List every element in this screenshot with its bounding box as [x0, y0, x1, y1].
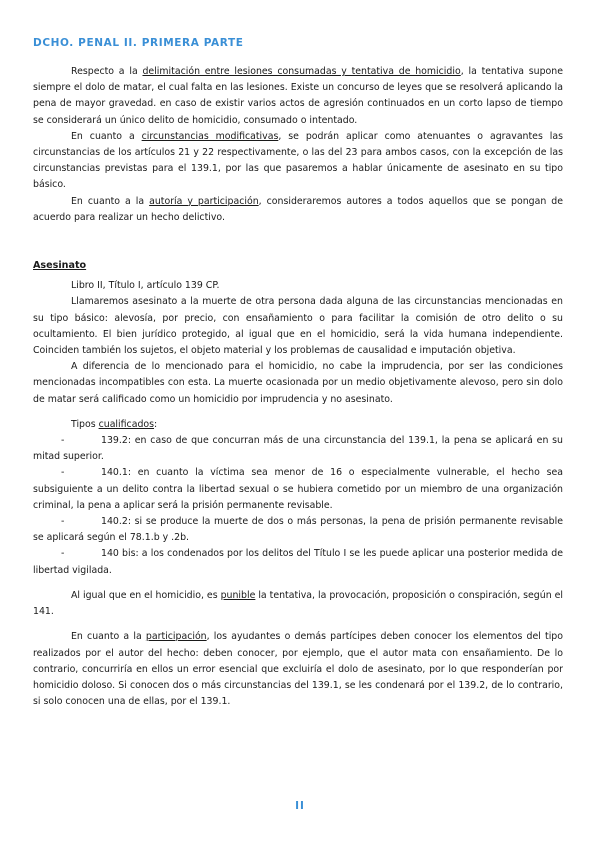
list-item-text: 140.1: en cuanto la víctima sea menor de 16 o especialmente vulnerable, el hecho sea subsiguiente a un delito contra la libertad sexual o se hubiera cometido por un miembro de una organización criminal, la pena a aplicar será la prisión permanente revisable.	[33, 467, 563, 511]
text: En cuanto a la	[71, 195, 150, 207]
list-item-text: 139.2: en caso de que concurran más de una circunstancia del 139.1, la pena se aplicará en su mitad superior.	[33, 435, 563, 463]
paragraph-definicion: Llamaremos asesinato a la muerte de otra persona dada alguna de las circunstancias mencionadas en su tipo básico: alevosía, por precio, con ensañamiento o para facilitar la comisión de otro delito o su ocultamiento. El bien jurídico protegido, al igual que en el homicidio, será la vida humana independiente. Coinciden también los sujetos, el objeto material y los problemas de causalidad e imputación objetiva.	[33, 296, 563, 357]
tipos-cualificados-heading	[33, 417, 563, 433]
paragraph-imprudencia: A diferencia de lo mencionado para el homicidio, no cabe la imprudencia, por ser las condiciones mencionadas incompatibles con esta. La muerte ocasionada por un medio objetivamente alevoso, pero sin dolo de matar será calificado como un homicidio por imprudencia y no asesinato.	[33, 361, 563, 405]
underlined-term: circunstancias modificativas	[141, 130, 279, 142]
text: En cuanto a la	[71, 631, 146, 643]
text: la tentativa, la provocación, proposición o conspiración, según el 141.	[33, 589, 563, 618]
page-number: II	[295, 800, 305, 812]
paragraph-articulo: Libro II, Título I, artículo 139 CP.	[71, 280, 220, 292]
dash: -	[61, 548, 65, 560]
text: , los ayudantes o demás partícipes deben conocer los elementos del tipo realizados por el autor del hecho: deben conocer, por ejemplo, que el autor mata con ensañamiento. De lo contrario, concurriría en ellos un error esencial que excluiría el dolo de asesinato, por lo que responderían por homicidio doloso. Si conocen dos o más circunstancias del 139.1, se les condenará por el 139.2, de lo contrario, si solo conocen una de ellas, por el 139.1.	[33, 631, 563, 708]
section-title-asesinato: Asesinato	[33, 260, 87, 272]
list-item	[33, 433, 563, 465]
dash: -	[61, 435, 65, 447]
text: , consideraremos autores a todos aquellos que se pongan de acuerdo para realizar un hecho delictivo.	[33, 195, 563, 223]
underlined-term: delimitación entre lesiones consumadas y tentativa de homicidio	[142, 66, 461, 77]
underlined-term: participación	[145, 631, 207, 643]
paragraph-participacion	[33, 629, 563, 710]
text: Respecto a la	[71, 66, 143, 77]
document-body	[33, 64, 563, 710]
text: En cuanto a	[71, 130, 142, 142]
text: Tipos	[71, 418, 99, 430]
list-item	[33, 546, 563, 578]
paragraph-punible	[33, 588, 563, 620]
list-item-text: 140.2: si se produce la muerte de dos o más personas, la pena de prisión permanente revisable se aplicará según el 78.1.b y .2b.	[33, 516, 563, 544]
underlined-term: punible	[220, 589, 256, 601]
underlined-term: cualificados	[98, 418, 155, 430]
document-header: DCHO. PENAL II. PRIMERA PARTE	[33, 37, 244, 49]
underlined-term: autoría y participación	[149, 195, 259, 207]
paragraph-circunstancias	[33, 129, 563, 194]
text: , se podrán aplicar como atenuantes o agravantes las circunstancias de los artículos 21 y 22 respectivamente, o las del 23 para ambos casos, con la excepción de las circunstancias previstas para el 139.1, por las que pasaremos a hablar únicamente de asesinato en su tipo básico.	[33, 130, 564, 191]
text: Al igual que en el homicidio, es	[71, 589, 221, 601]
list-item	[33, 465, 563, 514]
dash: -	[61, 467, 65, 479]
text: , la tentativa supone siempre el dolo de matar, el cual falta en las lesiones. Existe un concurso de leyes que se resolverá aplicando la pena de mayor gravedad. en caso de existir varios actos de agresión continuados en un corto lapso de tiempo se considerará un único delito de homicidio, consumado o intentado.	[33, 66, 563, 126]
paragraph-delimitacion	[33, 64, 563, 129]
dash: -	[61, 516, 65, 528]
text: :	[154, 418, 158, 430]
paragraph-autoria	[33, 194, 563, 226]
list-item-text: 140 bis: a los condenados por los delitos del Título I se les puede aplicar una posterior medida de libertad vigilada.	[33, 548, 563, 576]
list-item	[33, 514, 563, 546]
